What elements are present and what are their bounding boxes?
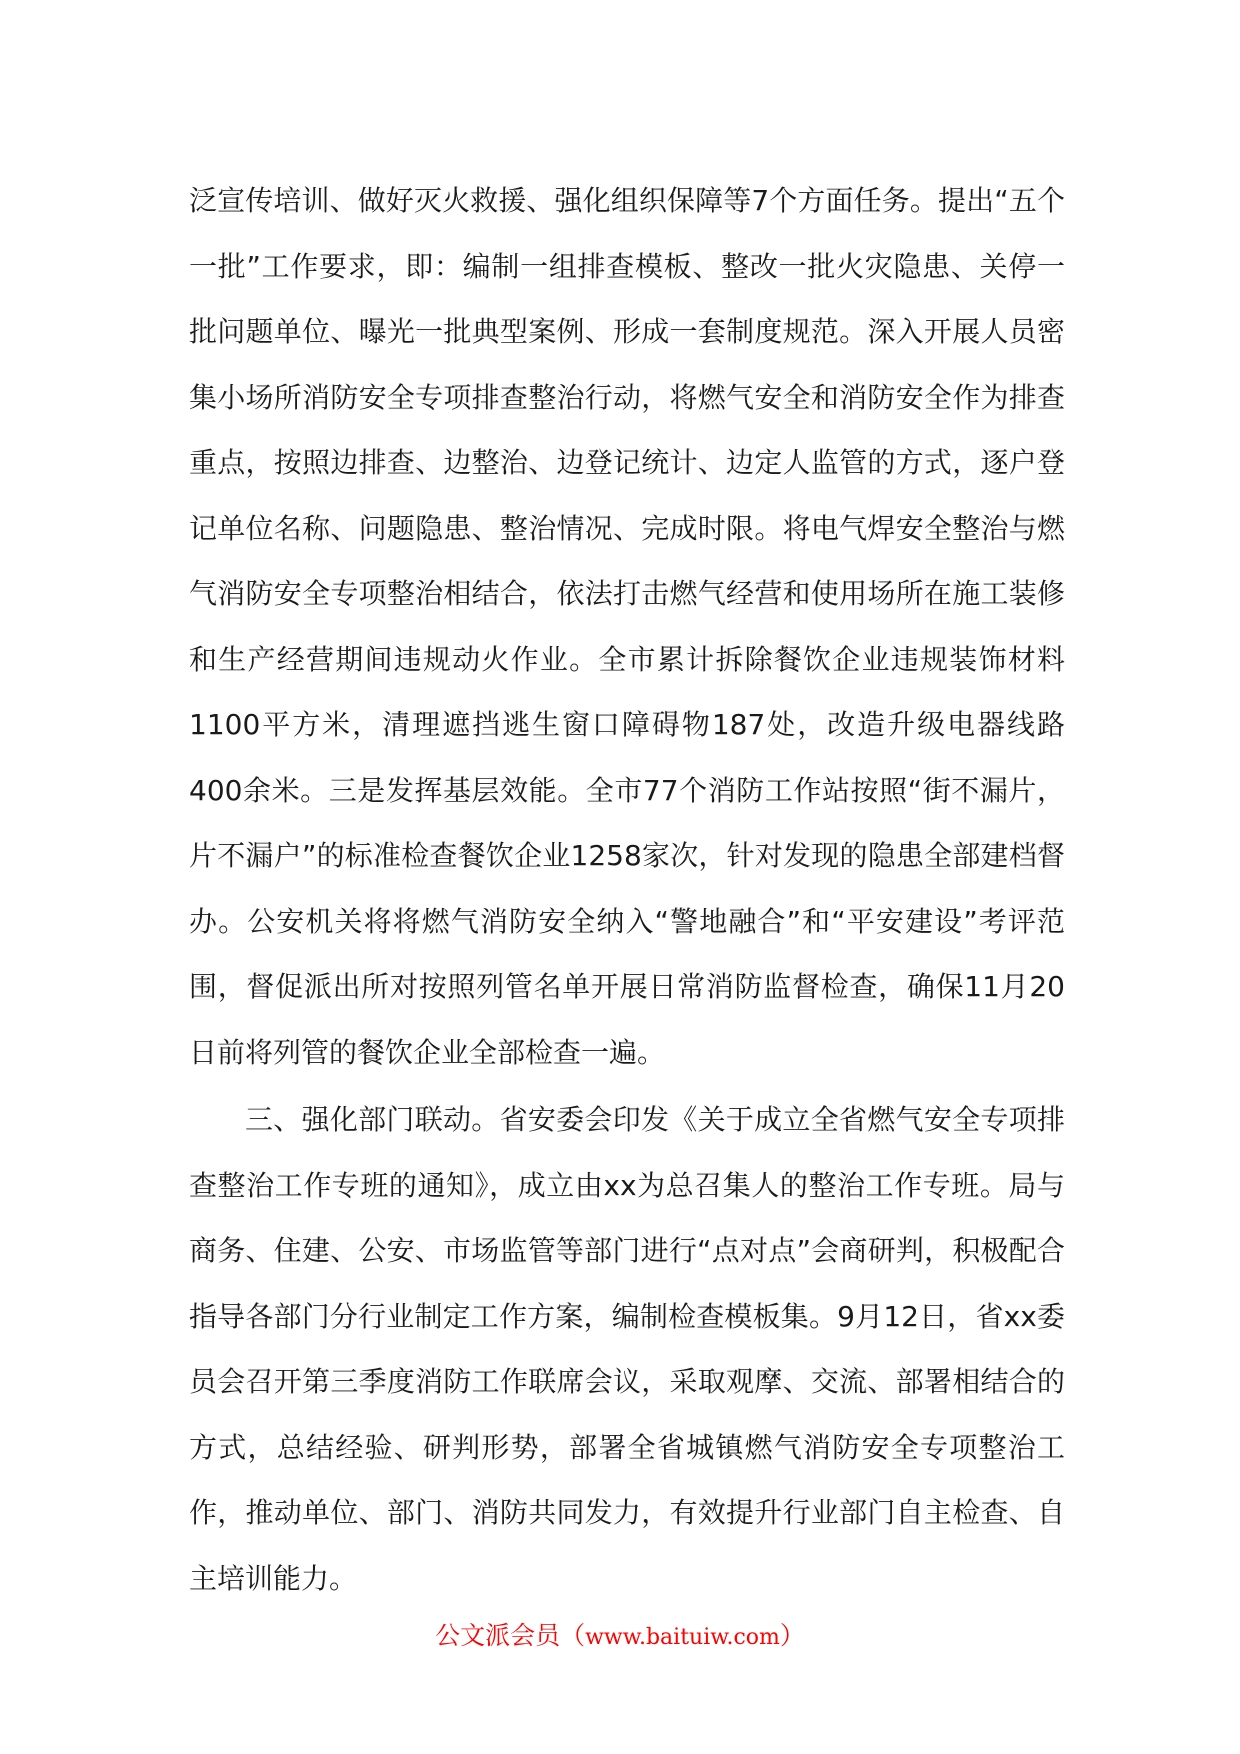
footer-label: 公文派会员（ [435, 1621, 586, 1650]
body-paragraph-2: 三、强化部门联动。省安委会印发《关于成立全省燃气安全专项排查整治工作专班的通知》，成立由xx为总召集人的整治工作专班。局与商务、住建、公安、市场监管等部门进行“点对点”会商研判，积极配合指导各部门分行业制定工作方案，编制检查模板集。9月12日，省xx委员会召开第三季度消防工作联席会议，采取观摩、交流、部署相结合的方式，总结经验、研判形势，部署全省城镇燃气消防安全专项整治工作，推动单位、部门、消防共同发力，有效提升行业部门自主检查、自主培训能力。 [189, 1103, 1065, 1595]
footer-url[interactable]: www.baituiw.com [585, 1625, 780, 1650]
footer-close: ） [779, 1621, 805, 1650]
watermark-footer [0, 1618, 1240, 1656]
body-paragraph-1: 泛宣传培训、做好灭火救援、强化组织保障等7个方面任务。提出“五个一批”工作要求，即：编制一组排查模板、整改一批火灾隐患、关停一批问题单位、曝光一批典型案例、形成一套制度规范。深入开展人员密集小场所消防安全专项排查整治行动，将燃气安全和消防安全作为排查重点，按照边排查、边整治、边登记统计、边定人监管的方式，逐户登记单位名称、问题隐患、整治情况、完成时限。将电气焊安全整治与燃气消防安全专项整治相结合，依法打击燃气经营和使用场所在施工装修和生产经营期间违规动火作业。全市累计拆除餐饮企业违规装饰材料1100平方米，清理遮挡逃生窗口障碍物187处，改造升级电器线路400余米。三是发挥基层效能。全市77个消防工作站按照“街不漏片，片不漏户”的标准检查餐饮企业1258家次，针对发现的隐患全部建档督办。公安机关将将燃气消防安全纳入“警地融合”和“平安建设”考评范围，督促派出所对按照列管名单开展日常消防监督检查，确保11月20日前将列管的餐饮企业全部检查一遍。 [189, 184, 1065, 1069]
